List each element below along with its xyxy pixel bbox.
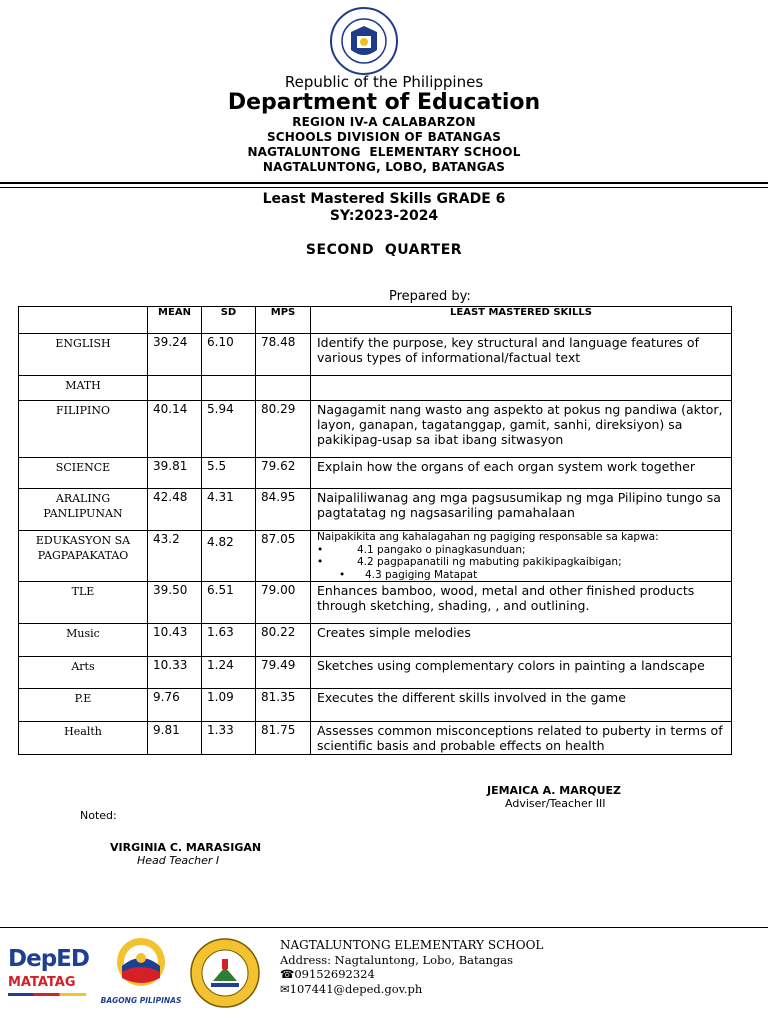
document-title: Least Mastered Skills GRADE 6 (262, 191, 506, 207)
subject-cell: SCIENCE (19, 458, 148, 489)
adviser-role: Adviser/Teacher III (505, 797, 606, 810)
skill-cell: Explain how the organs of each organ system work together (311, 458, 732, 489)
header-skills: LEAST MASTERED SKILLS (311, 307, 732, 334)
subject-cell: Music (19, 624, 148, 657)
mean-cell: 10.43 (148, 624, 202, 657)
sd-cell (202, 376, 256, 401)
table-row (19, 334, 732, 376)
table-row (19, 722, 732, 755)
sd-cell: 4.82 (202, 531, 256, 582)
mean-cell: 10.33 (148, 657, 202, 689)
sd-cell: 1.24 (202, 657, 256, 689)
mps-cell: 78.48 (256, 334, 311, 376)
skill-sub-list (317, 544, 731, 582)
table-row (19, 624, 732, 657)
mps-cell (256, 376, 311, 401)
school-seal-logo (189, 937, 261, 1009)
list-item: • 4.2 pagpapanatili ng mabuting pakikipagkaibigan; (317, 556, 731, 569)
region-heading: REGION IV-A CALABARZON (292, 115, 476, 129)
table-row (19, 582, 732, 624)
bagong-pilipinas-emblem-icon (100, 932, 182, 990)
mps-cell: 79.62 (256, 458, 311, 489)
subject-cell: ARALING PANLIPUNAN (19, 489, 148, 531)
subject-cell: Arts (19, 657, 148, 689)
skills-table (18, 306, 732, 755)
table-row (19, 401, 732, 458)
skill-cell (311, 531, 732, 582)
sd-cell: 1.63 (202, 624, 256, 657)
footer-email: ✉107441@deped.gov.ph (280, 981, 423, 996)
footer-school-name: NAGTALUNTONG ELEMENTARY SCHOOL (280, 938, 544, 952)
skill-cell: Executes the different skills involved in the game (311, 689, 732, 722)
table-row (19, 458, 732, 489)
table-row (19, 376, 732, 401)
noted-label: Noted: (80, 809, 117, 822)
table-header-row (19, 307, 732, 334)
republic-heading: Republic of the Philippines (284, 73, 484, 91)
deped-matatag-logo (8, 946, 90, 1004)
subject-cell: EDUKASYON SA PAGPAPAKATAO (19, 531, 148, 582)
mean-cell: 39.81 (148, 458, 202, 489)
list-item: • 4.3 pagiging Matapat (317, 569, 731, 582)
skill-cell: Sketches using complementary colors in painting a landscape (311, 657, 732, 689)
sd-cell: 6.51 (202, 582, 256, 624)
header-mps: MPS (256, 307, 311, 334)
mean-cell: 43.2 (148, 531, 202, 582)
header-divider-thick (0, 182, 768, 184)
sd-cell: 1.33 (202, 722, 256, 755)
logo-stripe (8, 993, 86, 996)
skill-intro: Naipakikita ang kahalagahan ng pagiging responsable sa kapwa: (317, 531, 659, 543)
table-row (19, 657, 732, 689)
mean-cell (148, 376, 202, 401)
mean-cell: 39.50 (148, 582, 202, 624)
head-teacher-name: VIRGINIA C. MARASIGAN (110, 841, 262, 854)
mean-cell: 40.14 (148, 401, 202, 458)
subject-cell: FILIPINO (19, 401, 148, 458)
school-year: SY:2023-2024 (329, 208, 439, 224)
footer-phone: ☎09152692324 (280, 967, 375, 981)
subject-cell: ENGLISH (19, 334, 148, 376)
bagong-pilipinas-logo (100, 932, 182, 1004)
mps-cell: 79.49 (256, 657, 311, 689)
mps-cell: 81.75 (256, 722, 311, 755)
subject-cell: MATH (19, 376, 148, 401)
table-row (19, 531, 732, 582)
department-heading: Department of Education (227, 90, 541, 115)
mps-cell: 80.22 (256, 624, 311, 657)
skill-cell: Identify the purpose, key structural and language features of various types of informational/factual text (311, 334, 732, 376)
subject-cell: Health (19, 722, 148, 755)
bagong-pilipinas-text: BAGONG PILIPINAS (100, 996, 182, 1005)
sd-cell: 5.94 (202, 401, 256, 458)
head-teacher-role: Head Teacher I (137, 854, 220, 867)
mps-cell: 80.29 (256, 401, 311, 458)
deped-logo-text: DepED (8, 946, 89, 972)
subject-cell: TLE (19, 582, 148, 624)
footer-address: Address: Nagtaluntong, Lobo, Batangas (280, 952, 514, 967)
skill-cell: Naipaliliwanag ang mga pagsusumikap ng mga Pilipino tungo sa pagtatatag ng nagsasariling pamahalaan (311, 489, 732, 531)
prepared-by-label: Prepared by: (389, 289, 471, 304)
sd-cell: 5.5 (202, 458, 256, 489)
list-item: • 4.1 pangako o pinagkasunduan; (317, 544, 731, 557)
header-divider-thin (0, 187, 768, 188)
skill-cell: Assesses common misconceptions related to puberty in terms of scientific basis and probable effects on health (311, 722, 732, 755)
header-subject (19, 307, 148, 334)
subject-cell: P.E (19, 689, 148, 722)
skill-cell: Enhances bamboo, wood, metal and other finished products through sketching, shading, , and outlining. (311, 582, 732, 624)
mps-cell: 79.00 (256, 582, 311, 624)
mps-cell: 84.95 (256, 489, 311, 531)
sd-cell: 4.31 (202, 489, 256, 531)
mean-cell: 9.76 (148, 689, 202, 722)
header-sd: SD (202, 307, 256, 334)
sd-cell: 1.09 (202, 689, 256, 722)
skill-cell (311, 376, 732, 401)
mps-cell: 81.35 (256, 689, 311, 722)
footer-contact (280, 938, 543, 996)
sd-cell: 6.10 (202, 334, 256, 376)
deped-seal-logo (329, 6, 399, 76)
adviser-name: JEMAICA A. MARQUEZ (487, 784, 622, 797)
mean-cell: 42.48 (148, 489, 202, 531)
footer-divider (0, 927, 768, 928)
mean-cell: 39.24 (148, 334, 202, 376)
table-row (19, 689, 732, 722)
skill-cell: Creates simple melodies (311, 624, 732, 657)
school-heading: NAGTALUNTONG ELEMENTARY SCHOOL (247, 145, 521, 159)
mean-cell: 9.81 (148, 722, 202, 755)
division-heading: SCHOOLS DIVISION OF BATANGAS (266, 130, 502, 144)
quarter-title: SECOND QUARTER (305, 242, 463, 258)
skill-cell: Nagagamit nang wasto ang aspekto at pokus ng pandiwa (aktor, layon, ganapan, tagatanggap, gamit, sanhi, direksiyon) sa pakikipag-usap sa ibat ibang sitwasyon (311, 401, 732, 458)
matatag-logo-text: MATATAG (8, 975, 76, 990)
address-heading: NAGTALUNTONG, LOBO, BATANGAS (262, 160, 506, 174)
header-mean: MEAN (148, 307, 202, 334)
table-row (19, 489, 732, 531)
mps-cell: 87.05 (256, 531, 311, 582)
